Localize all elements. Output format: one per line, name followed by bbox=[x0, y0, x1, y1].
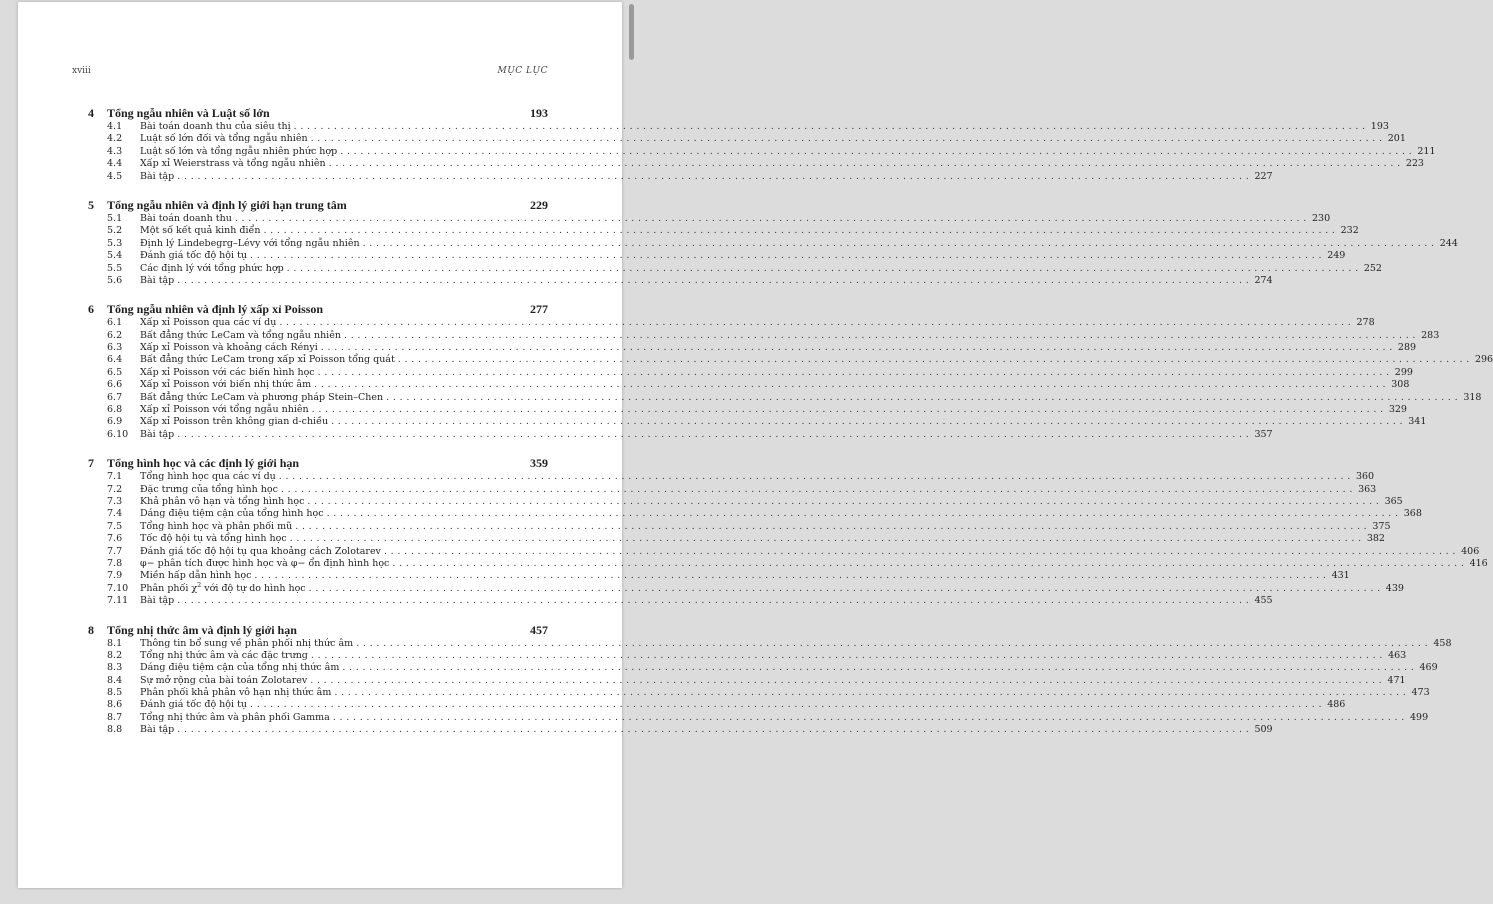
section-title-text: Đánh giá tốc độ hội tụ bbox=[140, 699, 248, 711]
toc-chapter bbox=[88, 456, 1488, 607]
section-title-text: Đánh giá tốc độ hội tụ qua khoảng cách Zolotarev bbox=[140, 545, 381, 557]
section-entry[interactable] bbox=[88, 250, 1346, 262]
section-title bbox=[140, 521, 295, 533]
section-entry[interactable] bbox=[88, 495, 1403, 508]
section-title bbox=[140, 724, 177, 736]
section-entry[interactable] bbox=[88, 580, 1404, 595]
section-title bbox=[140, 213, 235, 225]
section-title-text: Xấp xỉ Poisson qua các ví dụ bbox=[140, 317, 277, 329]
section-entry[interactable] bbox=[88, 170, 1273, 183]
section-title-text: Bài tập bbox=[140, 595, 175, 607]
dot-leader: ................................................................................................................................................................ bbox=[250, 699, 1326, 711]
section-number: 8.1 bbox=[107, 637, 123, 649]
section-title bbox=[140, 354, 398, 366]
section-title-text: Phân phối χ bbox=[140, 582, 198, 594]
section-title bbox=[140, 404, 312, 416]
section-entry[interactable] bbox=[88, 212, 1331, 225]
section-page-number: 283 bbox=[1421, 329, 1440, 341]
section-page-number: 227 bbox=[1254, 170, 1273, 182]
dot-leader: ................................................................................................................................................................ bbox=[334, 687, 1410, 699]
chapter-number: 7 bbox=[88, 456, 94, 471]
section-entry[interactable] bbox=[88, 687, 1430, 699]
chapter-page-number: 457 bbox=[530, 622, 548, 637]
section-title-text: Bài tập bbox=[140, 170, 175, 182]
section-page-number: 368 bbox=[1403, 508, 1422, 520]
section-entry[interactable] bbox=[88, 674, 1406, 687]
section-title-text: Bất đẳng thức LeCam trong xấp xỉ Poisson tổng quát bbox=[140, 354, 395, 366]
section-title bbox=[140, 367, 318, 379]
section-page-number: 252 bbox=[1363, 262, 1382, 274]
dot-leader: ................................................................................................................................................................ bbox=[328, 158, 1404, 170]
section-number: 6.5 bbox=[107, 366, 123, 378]
section-title-text: Bất đẳng thức LeCam và phương pháp Stein–Chen bbox=[140, 391, 384, 403]
section-entry[interactable] bbox=[88, 366, 1413, 379]
section-number: 6.7 bbox=[107, 391, 123, 403]
section-title-text: Một số kết quả kinh điển bbox=[140, 225, 261, 237]
dot-leader: ................................................................................................................................................................ bbox=[177, 428, 1253, 440]
dot-leader: ................................................................................................................................................................ bbox=[356, 637, 1432, 649]
section-page-number: 223 bbox=[1405, 158, 1424, 170]
section-title-text: Các định lý với tổng phức hợp bbox=[140, 262, 284, 274]
section-page-number: 201 bbox=[1387, 133, 1406, 145]
section-title bbox=[140, 379, 314, 391]
section-entry[interactable] bbox=[88, 724, 1273, 736]
section-number: 7.2 bbox=[107, 483, 123, 495]
chapter-number: 5 bbox=[88, 197, 94, 212]
section-entry[interactable] bbox=[88, 416, 1427, 428]
section-number: 4.3 bbox=[107, 145, 123, 157]
section-number: 8.3 bbox=[107, 662, 123, 674]
dot-leader: ................................................................................................................................................................ bbox=[310, 674, 1386, 686]
table-of-contents bbox=[88, 106, 1493, 752]
dot-leader: ................................................................................................................................................................ bbox=[311, 404, 1387, 416]
chapter-page-number: 229 bbox=[530, 197, 548, 212]
section-entry[interactable] bbox=[88, 121, 1389, 133]
section-entry[interactable] bbox=[88, 557, 1488, 570]
section-entry[interactable] bbox=[88, 637, 1452, 650]
section-page-number: 244 bbox=[1439, 237, 1458, 249]
chapter-title: Tổng ngẫu nhiên và định lý xấp xỉ Poisson bbox=[107, 302, 324, 317]
section-entry[interactable] bbox=[88, 649, 1407, 662]
page-number-label: xviii bbox=[72, 66, 91, 76]
section-number: 5.1 bbox=[107, 212, 123, 224]
section-title-text: Luật số lớn và tổng ngẫu nhiên phức hợp bbox=[140, 145, 338, 157]
dot-leader: ................................................................................................................................................................ bbox=[263, 225, 1339, 237]
section-number: 7.3 bbox=[107, 495, 123, 507]
section-entry[interactable] bbox=[88, 483, 1377, 496]
section-title bbox=[140, 533, 290, 545]
section-title bbox=[140, 484, 281, 496]
section-page-number: 357 bbox=[1254, 428, 1273, 440]
section-entry[interactable] bbox=[88, 237, 1458, 250]
section-entry[interactable] bbox=[88, 595, 1273, 607]
section-number: 6.2 bbox=[107, 329, 123, 341]
dot-leader: ................................................................................................................................................................ bbox=[342, 662, 1418, 674]
section-title-text: Xấp xỉ Poisson trên không gian d-chiều bbox=[140, 416, 329, 428]
section-title-text: Dáng điệu tiệm cận của tổng nhị thức âm bbox=[140, 662, 340, 674]
section-number: 7.10 bbox=[107, 582, 129, 594]
chapter-title: Tổng hình học và các định lý giới hạn bbox=[107, 456, 300, 471]
section-page-number: 249 bbox=[1327, 250, 1346, 262]
dot-leader: ................................................................................................................................................................ bbox=[234, 212, 1310, 224]
section-title bbox=[140, 638, 356, 650]
section-number: 5.3 bbox=[107, 237, 123, 249]
dot-leader: ................................................................................................................................................................ bbox=[317, 366, 1393, 378]
section-page-number: 375 bbox=[1372, 520, 1391, 532]
section-title-text: φ− phân tích được hình học và φ− ổn định hình học bbox=[140, 557, 390, 569]
section-title-text: với độ tự do hình học bbox=[201, 582, 306, 594]
section-title-text: Bài tập bbox=[140, 428, 175, 440]
section-title bbox=[140, 250, 250, 262]
chapter-page-number: 359 bbox=[530, 456, 548, 471]
dot-leader: ................................................................................................................................................................ bbox=[383, 545, 1460, 557]
section-title bbox=[140, 650, 311, 662]
section-number: 7.9 bbox=[107, 570, 123, 582]
section-page-number: 299 bbox=[1394, 366, 1413, 378]
section-entry[interactable] bbox=[88, 262, 1382, 275]
chapter-title: Tổng ngẫu nhiên và định lý giới hạn trung tâm bbox=[107, 197, 347, 212]
section-page-number: 193 bbox=[1370, 121, 1389, 132]
section-number: 7.4 bbox=[107, 508, 123, 520]
section-title bbox=[140, 687, 334, 699]
section-title bbox=[140, 146, 340, 158]
dot-leader: ................................................................................................................................................................ bbox=[331, 416, 1407, 428]
section-entry[interactable] bbox=[88, 379, 1410, 391]
section-number: 8.8 bbox=[107, 724, 123, 736]
section-number: 6.1 bbox=[107, 317, 123, 329]
section-title bbox=[140, 392, 386, 404]
section-title bbox=[140, 471, 279, 483]
section-entry[interactable] bbox=[88, 520, 1391, 533]
section-title-text: Bài tập bbox=[140, 274, 175, 286]
section-entry[interactable] bbox=[88, 545, 1480, 558]
dot-leader: ................................................................................................................................................................ bbox=[295, 520, 1371, 532]
section-number: 8.4 bbox=[107, 674, 123, 686]
dot-leader: ................................................................................................................................................................ bbox=[320, 342, 1396, 354]
section-title-text: Khả phân vô hạn và tổng hình học bbox=[140, 495, 305, 507]
section-entry[interactable] bbox=[88, 145, 1436, 158]
section-title-text: Thông tin bổ sung về phân phối nhị thức âm bbox=[140, 637, 354, 649]
toc-chapter bbox=[88, 106, 1436, 183]
section-number: 6.3 bbox=[107, 342, 123, 354]
section-title bbox=[140, 496, 307, 508]
section-page-number: 363 bbox=[1358, 483, 1377, 495]
section-number: 4.2 bbox=[107, 133, 123, 145]
dot-leader: ................................................................................................................................................................ bbox=[278, 471, 1354, 483]
section-number: 5.6 bbox=[107, 274, 123, 286]
dot-leader: ................................................................................................................................................................ bbox=[310, 133, 1386, 145]
section-title-text: Bài tập bbox=[140, 724, 175, 736]
chapter-number: 8 bbox=[88, 622, 94, 637]
section-title bbox=[140, 595, 177, 607]
section-number: 5.2 bbox=[107, 225, 123, 237]
dot-leader: ................................................................................................................................................................ bbox=[332, 711, 1408, 723]
section-page-number: 473 bbox=[1411, 687, 1430, 699]
section-number: 5.5 bbox=[107, 262, 123, 274]
dot-leader: ................................................................................................................................................................ bbox=[397, 354, 1473, 366]
section-number: 4.5 bbox=[107, 170, 123, 182]
section-title bbox=[140, 416, 331, 428]
section-page-number: 365 bbox=[1384, 495, 1403, 507]
section-title bbox=[140, 275, 177, 287]
dot-leader: ................................................................................................................................................................ bbox=[362, 237, 1438, 249]
section-title bbox=[140, 225, 263, 237]
superscript: 2 bbox=[197, 580, 202, 589]
section-number: 5.4 bbox=[107, 250, 123, 262]
scrollbar-thumb[interactable] bbox=[629, 4, 634, 60]
section-title bbox=[140, 171, 177, 183]
toc-chapter bbox=[88, 622, 1452, 737]
section-entry[interactable] bbox=[88, 533, 1385, 545]
section-title bbox=[140, 546, 384, 558]
dot-leader: ................................................................................................................................................................ bbox=[289, 533, 1365, 545]
section-title bbox=[140, 699, 250, 711]
dot-leader: ................................................................................................................................................................ bbox=[308, 582, 1384, 594]
section-title bbox=[140, 558, 392, 570]
section-title-text: Sự mở rộng của bài toán Zolotarev bbox=[140, 674, 308, 686]
section-number: 6.6 bbox=[107, 379, 123, 391]
section-title bbox=[140, 508, 327, 520]
section-page-number: 289 bbox=[1397, 342, 1417, 354]
section-title-text: Xấp xỉ Poisson với tổng ngẫu nhiên bbox=[140, 404, 309, 416]
running-title: MỤC LỤC bbox=[497, 66, 548, 76]
section-entry[interactable] bbox=[88, 391, 1482, 404]
section-page-number: 318 bbox=[1463, 391, 1482, 403]
section-number: 8.5 bbox=[107, 687, 123, 699]
section-page-number: 296 bbox=[1474, 354, 1493, 366]
chapter-entry[interactable] bbox=[88, 456, 548, 471]
section-entry[interactable] bbox=[88, 354, 1493, 366]
section-title-text: Tổng nhị thức âm và các đặc trưng bbox=[140, 649, 308, 661]
section-title-text: Miền hấp dẫn hình học bbox=[140, 570, 252, 582]
section-title bbox=[140, 263, 287, 275]
chapter-number: 6 bbox=[88, 302, 94, 317]
section-title-text: Tổng hình học và phân phối mũ bbox=[140, 520, 293, 532]
section-number: 7.6 bbox=[107, 533, 123, 545]
section-page-number: 463 bbox=[1388, 649, 1407, 661]
section-entry[interactable] bbox=[88, 711, 1429, 724]
dot-leader: ................................................................................................................................................................ bbox=[326, 508, 1402, 520]
section-page-number: 431 bbox=[1331, 570, 1350, 582]
section-number: 8.7 bbox=[107, 711, 123, 723]
section-title-text: Xấp xỉ Poisson và khoảng cách Rényi bbox=[140, 342, 318, 354]
section-title bbox=[140, 330, 344, 342]
section-title-text: Tốc độ hội tụ và tổng hình học bbox=[140, 533, 287, 545]
toc-chapter bbox=[88, 302, 1493, 441]
section-title bbox=[140, 342, 321, 354]
section-page-number: 382 bbox=[1366, 533, 1385, 545]
section-title bbox=[140, 580, 309, 595]
dot-leader: ................................................................................................................................................................ bbox=[177, 724, 1253, 736]
section-page-number: 471 bbox=[1387, 674, 1406, 686]
dot-leader: ................................................................................................................................................................ bbox=[279, 317, 1355, 329]
section-page-number: 455 bbox=[1254, 595, 1273, 607]
section-page-number: 230 bbox=[1312, 212, 1331, 224]
section-entry[interactable] bbox=[88, 508, 1422, 520]
section-page-number: 486 bbox=[1327, 699, 1346, 711]
section-entry[interactable] bbox=[88, 662, 1438, 674]
section-title bbox=[140, 712, 333, 724]
section-entry[interactable] bbox=[88, 342, 1417, 354]
dot-leader: ................................................................................................................................................................ bbox=[310, 649, 1387, 661]
chapter-entry[interactable] bbox=[88, 106, 548, 121]
section-title bbox=[140, 675, 310, 687]
section-page-number: 274 bbox=[1254, 274, 1273, 286]
dot-leader: ................................................................................................................................................................ bbox=[293, 121, 1369, 132]
section-number: 7.11 bbox=[107, 595, 129, 607]
section-title-text: Bài toán doanh thu của siêu thị bbox=[140, 121, 291, 132]
dot-leader: ................................................................................................................................................................ bbox=[177, 595, 1253, 607]
section-number: 7.7 bbox=[107, 545, 123, 557]
section-entry[interactable] bbox=[88, 317, 1375, 329]
dot-leader: ................................................................................................................................................................ bbox=[307, 495, 1383, 507]
section-page-number: 341 bbox=[1408, 416, 1427, 428]
dot-leader: ................................................................................................................................................................ bbox=[343, 329, 1420, 341]
section-title-text: Bài toán doanh thu bbox=[140, 212, 232, 224]
section-number: 7.8 bbox=[107, 557, 123, 569]
dot-leader: ................................................................................................................................................................ bbox=[314, 379, 1390, 391]
section-title bbox=[140, 317, 279, 329]
section-title bbox=[140, 121, 294, 133]
dot-leader: ................................................................................................................................................................ bbox=[386, 391, 1462, 403]
dot-leader: ................................................................................................................................................................ bbox=[280, 483, 1357, 495]
chapter-page-number: 193 bbox=[530, 106, 548, 120]
chapter-title: Tổng nhị thức âm và định lý giới hạn bbox=[107, 622, 297, 637]
section-page-number: 406 bbox=[1461, 545, 1480, 557]
chapter-entry[interactable] bbox=[88, 302, 548, 317]
section-page-number: 439 bbox=[1385, 582, 1404, 594]
section-entry[interactable] bbox=[88, 428, 1273, 441]
section-entry[interactable] bbox=[88, 404, 1407, 416]
section-number: 8.6 bbox=[107, 699, 123, 711]
section-page-number: 360 bbox=[1355, 471, 1375, 483]
dot-leader: ................................................................................................................................................................ bbox=[254, 570, 1330, 582]
dot-leader: ................................................................................................................................................................ bbox=[177, 170, 1253, 182]
dot-leader: ................................................................................................................................................................ bbox=[392, 557, 1468, 569]
section-number: 7.5 bbox=[107, 520, 123, 532]
section-page-number: 308 bbox=[1391, 379, 1410, 391]
section-number: 6.10 bbox=[107, 428, 129, 440]
section-number: 6.8 bbox=[107, 404, 123, 416]
chapter-number: 4 bbox=[88, 106, 94, 120]
dot-leader: ................................................................................................................................................................ bbox=[250, 250, 1326, 262]
section-title-text: Đặc trưng của tổng hình học bbox=[140, 483, 278, 495]
scrollbar[interactable] bbox=[628, 0, 636, 904]
section-number: 4.1 bbox=[107, 121, 123, 132]
section-title-text: Phân phối khả phân vô hạn nhị thức âm bbox=[140, 687, 332, 699]
section-title-text: Đánh giá tốc độ hội tụ bbox=[140, 250, 248, 262]
section-entry[interactable] bbox=[88, 274, 1273, 287]
section-title-text: Xấp xỉ Weierstrass và tổng ngẫu nhiên bbox=[140, 158, 326, 170]
toc-chapter bbox=[88, 197, 1458, 287]
section-number: 6.9 bbox=[107, 416, 123, 428]
section-number: 8.2 bbox=[107, 649, 123, 661]
section-number: 7.1 bbox=[107, 471, 123, 483]
section-entry[interactable] bbox=[88, 225, 1359, 237]
section-entry[interactable] bbox=[88, 133, 1406, 145]
section-title bbox=[140, 662, 342, 674]
section-title-text: Tổng hình học qua các ví dụ bbox=[140, 471, 276, 483]
chapter-entry[interactable] bbox=[88, 623, 548, 638]
section-title-text: Xấp xỉ Poisson với biến nhị thức âm bbox=[140, 379, 312, 391]
section-page-number: 232 bbox=[1340, 225, 1359, 237]
section-title bbox=[140, 429, 177, 441]
section-number: 4.4 bbox=[107, 158, 123, 170]
section-title bbox=[140, 133, 311, 145]
section-number: 6.4 bbox=[107, 354, 123, 366]
section-page-number: 499 bbox=[1409, 711, 1429, 723]
section-title-text: Định lý Lindebegrg–Lévy với tổng ngẫu nhiên bbox=[140, 237, 360, 249]
section-title-text: Bất đẳng thức LeCam và tổng ngẫu nhiên bbox=[140, 329, 341, 341]
chapter-entry[interactable] bbox=[88, 198, 548, 213]
section-page-number: 458 bbox=[1433, 637, 1452, 649]
chapter-title: Tổng ngẫu nhiên và Luật số lớn bbox=[107, 106, 270, 120]
section-entry[interactable] bbox=[88, 329, 1440, 342]
dot-leader: ................................................................................................................................................................ bbox=[340, 145, 1416, 157]
section-page-number: 509 bbox=[1254, 724, 1273, 736]
section-title-text: Dáng điệu tiệm cận của tổng hình học bbox=[140, 508, 324, 520]
section-page-number: 211 bbox=[1417, 145, 1436, 157]
dot-leader: ................................................................................................................................................................ bbox=[286, 262, 1362, 274]
section-entry[interactable] bbox=[88, 699, 1346, 711]
section-entry[interactable] bbox=[88, 570, 1350, 582]
section-title bbox=[140, 238, 363, 250]
dot-leader: ................................................................................................................................................................ bbox=[177, 274, 1253, 286]
section-entry[interactable] bbox=[88, 158, 1424, 170]
section-title-text: Tổng nhị thức âm và phân phối Gamma bbox=[140, 711, 330, 723]
section-title-text: Xấp xỉ Poisson với các biến hình học bbox=[140, 366, 315, 378]
section-page-number: 329 bbox=[1388, 404, 1407, 416]
chapter-page-number: 277 bbox=[530, 302, 548, 317]
section-title-text: Luật số lớn đối và tổng ngẫu nhiên bbox=[140, 133, 308, 145]
section-page-number: 278 bbox=[1356, 317, 1375, 329]
section-title bbox=[140, 158, 329, 170]
section-page-number: 416 bbox=[1469, 557, 1488, 569]
section-entry[interactable] bbox=[88, 471, 1375, 483]
section-page-number: 469 bbox=[1419, 662, 1438, 674]
